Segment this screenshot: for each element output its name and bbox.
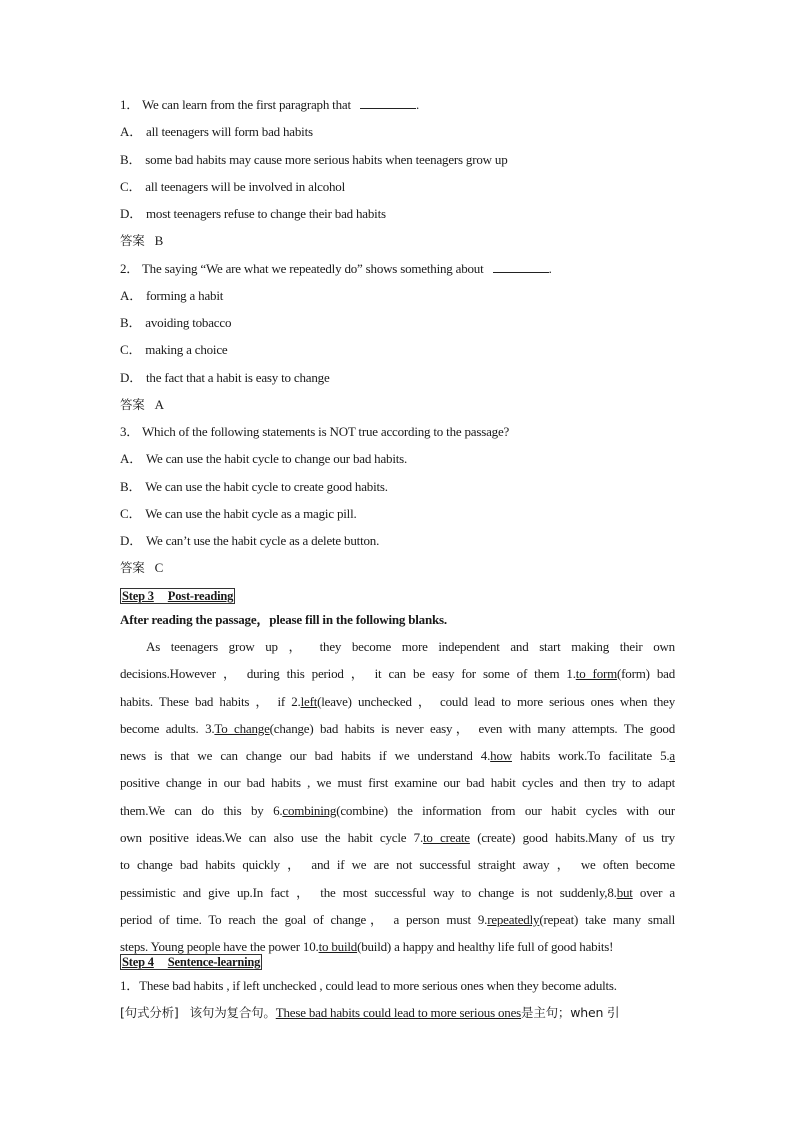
passage-line: [120, 879, 675, 906]
option-text: avoiding tobacco: [145, 315, 232, 330]
passage-text: to change bad habits quickly ， and if we are not successful straight away ， we often become: [120, 857, 675, 873]
sentence-number: 1．: [120, 978, 140, 993]
question-3-option-b: [120, 479, 388, 495]
passage-text: (repeat) take many small: [539, 911, 675, 927]
option-label: A．: [120, 451, 142, 466]
passage-line: [120, 769, 675, 796]
passage-text: (combine) the information from our habit cycles with our: [336, 802, 675, 818]
question-3-stem: [120, 424, 509, 440]
question-2-option-c: [120, 342, 227, 358]
question-2-stem: 2． The saying “We are what we repeatedly do” shows something about .: [120, 261, 552, 276]
option-text: We can use the habit cycle to create good habits.: [145, 479, 388, 494]
option-label: B．: [120, 152, 142, 167]
main-clause: These bad habits could lead to more serious ones: [275, 1005, 522, 1020]
passage-text: them.We can do this by 6.: [120, 802, 283, 818]
option-text: We can use the habit cycle to change our bad habits.: [146, 451, 408, 466]
passage-text: decisions.However ， during this period ， it can be easy for some of them 1.: [120, 666, 576, 682]
cloze-passage: [120, 633, 675, 961]
step-4-heading: [120, 954, 262, 970]
filled-answer: to build: [318, 939, 358, 955]
filled-answer: to form: [575, 666, 618, 682]
passage-text: (create) good habits.Many of us try: [469, 830, 675, 846]
step-title: Post-reading: [167, 589, 234, 603]
step-heading-box: [120, 954, 262, 970]
passage-text: (leave) unchecked ， could lead to more serious ones when they: [317, 693, 675, 709]
answer-blank: [360, 98, 416, 109]
step-title: Sentence-learning: [167, 955, 261, 969]
question-text: The saying “We are what we repeatedly do” shows something about: [141, 261, 484, 276]
question-number: 2．: [120, 261, 140, 276]
option-text: the fact that a habit is easy to change: [146, 370, 330, 385]
option-text: We can use the habit cycle as a magic pill.: [145, 506, 357, 521]
question-3-option-d: [120, 533, 379, 549]
option-text: making a choice: [145, 342, 228, 357]
answer-value: C: [154, 560, 164, 575]
passage-text: pessimistic and give up.In fact ， the most successful way to change is not suddenly,8.: [120, 884, 617, 900]
filled-answer: but: [616, 884, 633, 900]
step-heading-box: [120, 588, 235, 604]
step-3-heading: [120, 588, 235, 604]
option-label: D．: [120, 206, 142, 221]
question-2-option-a: [120, 288, 223, 304]
passage-line: [120, 906, 675, 933]
question-1-option-b: [120, 152, 508, 168]
question-1-option-d: [120, 206, 386, 222]
passage-text: steps. Young people have the power 10.: [120, 939, 319, 955]
passage-text: habits. These bad habits ， if 2.: [120, 693, 301, 709]
passage-text: over a: [632, 884, 675, 900]
answer-label: 答案: [120, 397, 145, 412]
step-4-sentence: [120, 978, 617, 994]
filled-answer: repeatedly: [487, 911, 540, 927]
passage-text: habits work.To facilitate 5.: [511, 748, 670, 764]
option-text: forming a habit: [146, 288, 224, 303]
passage-line: [120, 715, 675, 742]
sentence-text: These bad habits , if left unchecked , could lead to more serious ones when they become adults.: [139, 978, 617, 993]
passage-line: [120, 824, 675, 851]
question-3-option-c: [120, 506, 357, 522]
question-1-option-a: [120, 124, 313, 140]
passage-text: become adults. 3.: [120, 720, 215, 736]
question-1-stem: 1． We can learn from the first paragraph that .: [120, 97, 419, 112]
passage-line: [120, 797, 675, 824]
filled-answer: a: [669, 748, 675, 764]
passage-text: news is that we can change our bad habits if we understand 4.: [120, 748, 491, 764]
filled-answer: to create: [423, 830, 470, 846]
question-1-option-c: [120, 179, 345, 195]
passage-text: positive change in our bad habits , we must first examine our bad habit cycles and then try to adapt: [120, 775, 675, 791]
step-number: Step 4: [122, 955, 154, 969]
option-label: C．: [120, 179, 142, 194]
filled-answer: To change: [214, 720, 270, 736]
question-3-answer: [120, 560, 163, 576]
filled-answer: left: [300, 693, 318, 709]
analysis-intro: 该句为复合句。: [189, 1005, 276, 1020]
question-number: 1．: [120, 97, 140, 112]
option-label: A．: [120, 124, 142, 139]
question-text: We can learn from the first paragraph that: [141, 97, 351, 112]
answer-value: A: [154, 397, 164, 412]
question-3-option-a: [120, 451, 407, 467]
question-2-option-b: [120, 315, 231, 331]
answer-label: 答案: [120, 233, 145, 248]
option-label: D．: [120, 533, 142, 548]
passage-line: [120, 633, 675, 660]
option-label: C．: [120, 342, 142, 357]
passage-line: [120, 851, 675, 878]
answer-label: 答案: [120, 560, 145, 575]
question-number: 3．: [120, 424, 140, 439]
step-4-analysis: [120, 1005, 619, 1021]
option-text: some bad habits may cause more serious habits when teenagers grow up: [145, 152, 508, 167]
question-text: Which of the following statements is NOT true according to the passage?: [141, 424, 510, 439]
passage-line: [120, 660, 675, 687]
option-text: all teenagers will form bad habits: [146, 124, 313, 139]
option-label: B．: [120, 479, 142, 494]
filled-answer: combining: [282, 802, 337, 818]
analysis-label: [句式分析]: [120, 1005, 179, 1020]
passage-line: [120, 688, 675, 715]
passage-text: own positive ideas.We can also use the habit cycle 7.: [120, 830, 424, 846]
answer-blank: [493, 262, 549, 273]
passage-text: As teenagers grow up ， they become more independent and start making their own: [146, 639, 675, 654]
passage-line: [120, 742, 675, 769]
answer-value: B: [154, 233, 164, 248]
filled-answer: how: [490, 748, 512, 764]
step-number: Step 3: [122, 589, 154, 603]
passage-text: period of time. To reach the goal of change， a person must 9.: [120, 911, 488, 927]
option-text: We can’t use the habit cycle as a delete button.: [146, 533, 380, 548]
option-label: A．: [120, 288, 142, 303]
question-2-answer: [120, 397, 164, 413]
analysis-suffix: 是主句；when 引: [521, 1005, 620, 1020]
option-label: D．: [120, 370, 142, 385]
passage-text: (build) a happy and healthy life full of good habits!: [357, 939, 614, 955]
option-label: C．: [120, 506, 142, 521]
question-1-answer: [120, 233, 163, 249]
option-text: most teenagers refuse to change their bad habits: [146, 206, 386, 221]
option-label: B．: [120, 315, 142, 330]
passage-text: (change) bad habits is never easy， even with many attempts. The good: [269, 720, 675, 736]
passage-text: (form) bad: [617, 666, 675, 682]
step-3-instruction: After reading the passage，please fill in the following blanks.: [120, 612, 447, 627]
question-2-option-d: [120, 370, 330, 386]
option-text: all teenagers will be involved in alcohol: [145, 179, 346, 194]
